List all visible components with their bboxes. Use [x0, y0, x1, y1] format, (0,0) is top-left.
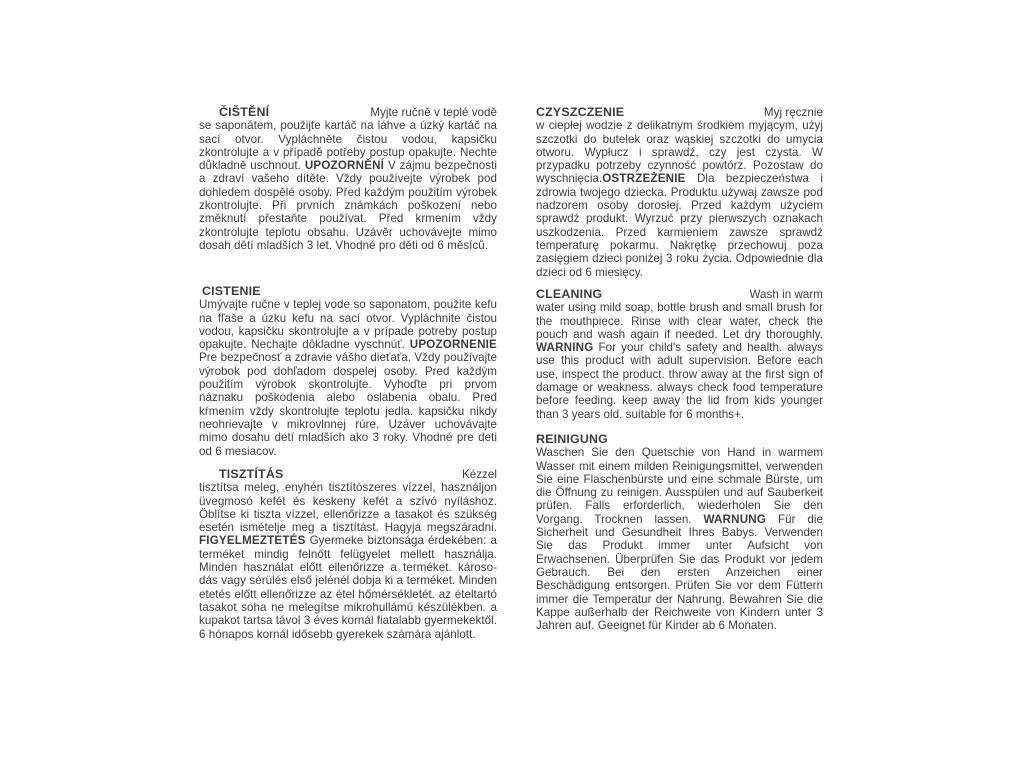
- section-body-german: Waschen Sie den Quetschie von Hand in warmem Wasser mit einem milden Reinigungsmittel, verwenden Sie eine Flaschenbürste und eine schmale Bürste, um die Öffnung zu reinigen. Ausspülen und auf Sauberkeit prüfen. Falls erforderlich, wiederholen Sie den Vorgang. Trocknen lassen. WARNUNG Für die Sicherheit und Gesundheit Ihres Babys. Verwenden Sie das Produkt immer unter Aufsicht von Erwachsenen. Überprüfen Sie das Produkt vor jedem Gebrauch. Bei den ersten Anzeichen einer Beschädigung entsorgen. Prüfen Sie vor dem Füttern immer die Temperatur der Nahrung. Bewahren Sie die Kappe außerhalb der Reichweite von Kindern unter 3 Jahren auf. Geeignet für Kinder ab 6 Monaten.: [536, 446, 823, 633]
- section-polish-cleaning: [536, 106, 823, 279]
- section-body-polish: w ciepłej wodzie z delikatnym środkiem myjącym, użyj szczotki do butelek oraz wąskiej szczotki do umycia otworu. Wypłucz i sprawdź, czy jest czysta. W przypadku potrzeby czynność powtórz. Pozostaw do wyschnięcia.OSTRZEŻENIE Dla bezpieczeństwa i zdrowia twojego dziecka. Produktu używaj zawsze pod nadzorem osoby dorosłej. Przed każdym użyciem sprawdź produkt. Wyrzuć przy pierwszych oznakach uszkodzenia. Przed karmieniem zawsze sprawdź temperaturę pokarmu. Nakrętkę przechowuj poza zasięgiem dzieci poniżej 3 roku życia. Odpowiednie dla dzieci od 6 miesięcy.: [536, 119, 823, 279]
- section-heading-line: [199, 106, 497, 119]
- heading-line-text: Kézzel: [461, 468, 497, 481]
- heading-line-text: Myj ręcznie: [763, 106, 823, 119]
- section-hungarian-cleaning: [199, 468, 497, 641]
- heading-line-text: Myjte ručně v teplé vodě: [370, 106, 497, 119]
- section-body-english: water using mild soap, bottle brush and small brush for the mouthpiece. Rinse with clear water, check the pouch and wash again if needed. Let dry thoroughly. WARNING For your child's safety and health. always use this product with adult supervision. Before each use, inspect the product. throw away at the first sign of damage or weakness. always check food temperature before feeding. keep away the lid from kids younger than 3 years old. suitable for 6 months+.: [536, 301, 823, 421]
- heading-line-text: Wash in warm: [749, 288, 823, 301]
- section-heading-czech: ČIŠTĚNÍ: [219, 105, 270, 119]
- section-english-cleaning: [536, 288, 823, 421]
- section-heading-english: CLEANING: [536, 287, 603, 301]
- section-heading-hungarian: TISZTÍTÁS: [219, 467, 284, 481]
- section-body-slovak: Umývajte ručne v teplej vode so saponatom, použite kefu na fľaše a úzku kefu na sací otvor. Vypláchnite čistou vodou, kapsičku skontrolujte a v prípade potreby postup opakujte. Nechajte dôkladne vyschnúť. UPOZORNENIE Pre bezpečnosť a zdravie vášho dieťaťa. Vždy používajte výrobok pod dohľadom dospelej osoby. Pred každým použitím výrobok skontrolujte. Vyhoďte pri prvom náznaku poškodenia alebo oslabenia obalu. Pred kŕmením vždy skontrolujte teplotu jedla. kapsičku nikdy neohrievajte v mikrovlnnej rúre. Uzáver uchovávajte mimo dosahu detí mladších ako 3 roky. Vhodné pre deti od 6 mesiacov.: [199, 298, 497, 458]
- section-heading-slovak: CISTENIE: [202, 284, 261, 298]
- section-body-hungarian: tisztítsa meleg, enyhén tisztítószeres vízzel, használjon üvegmosó kefét és keskeny kefét a szívó nyíláshoz. Öblítse ki tiszta vízzel, ellenőrizze a tasakot és szükség esetén ismételje meg a tisztítást. Hagyja megszáradni. FIGYELMEZTETÉS Gyermeke biztonsága érdekében: a terméket mindig felnőtt felügyelet mellett használja. Minden használat előtt ellenőrizze a terméket. károso- dás vagy sérülés első jelénél dobja ki a terméket. Minden etetés előtt ellenőrizze az étel hőmérsékletét. az ételtartó tasakot soha ne melegítse mikrohullámú készülékben. a kupakot tartsa távol 3 éves kornál fiatalabb gyermekektől. 6 hónapos kornál idősebb gyerekek számára ajánlott.: [199, 481, 497, 641]
- section-heading-line: [536, 433, 823, 446]
- section-heading-line: [199, 285, 497, 298]
- section-slovak-cleaning: [199, 285, 497, 458]
- section-heading-polish: CZYSZCZENIE: [536, 105, 625, 119]
- section-heading-german: REINIGUNG: [536, 432, 609, 446]
- section-body-czech: se saponátem, použijte kartáč na láhve a úzký kartáč na sací otvor. Vypláchněte čistou vodou, kapsičku zkontrolujte a v případě potřeby postup opakujte. Nechte důkladně uschnout. UPOZORNĚNÍ V zájmu bezpečnosti a zdraví vašeho dítěte. Vždy používejte výrobek pod dohledem dospělé osoby. Před každým použitím výrobek zkontrolujte. Při prvních známkách poškození nebo změknutí přestaňte používat. Před krmením vždy zkontrolujte teplotu obsahu. Uzávěr uchovávejte mimo dosah dětí mladších 3 let. Vhodné pro děti od 6 měsíců.: [199, 119, 498, 252]
- section-heading-line: [536, 106, 823, 119]
- section-czech-cleaning: [199, 106, 497, 252]
- section-heading-line: [199, 468, 497, 481]
- section-german-cleaning: [536, 433, 823, 632]
- section-heading-line: [536, 288, 823, 301]
